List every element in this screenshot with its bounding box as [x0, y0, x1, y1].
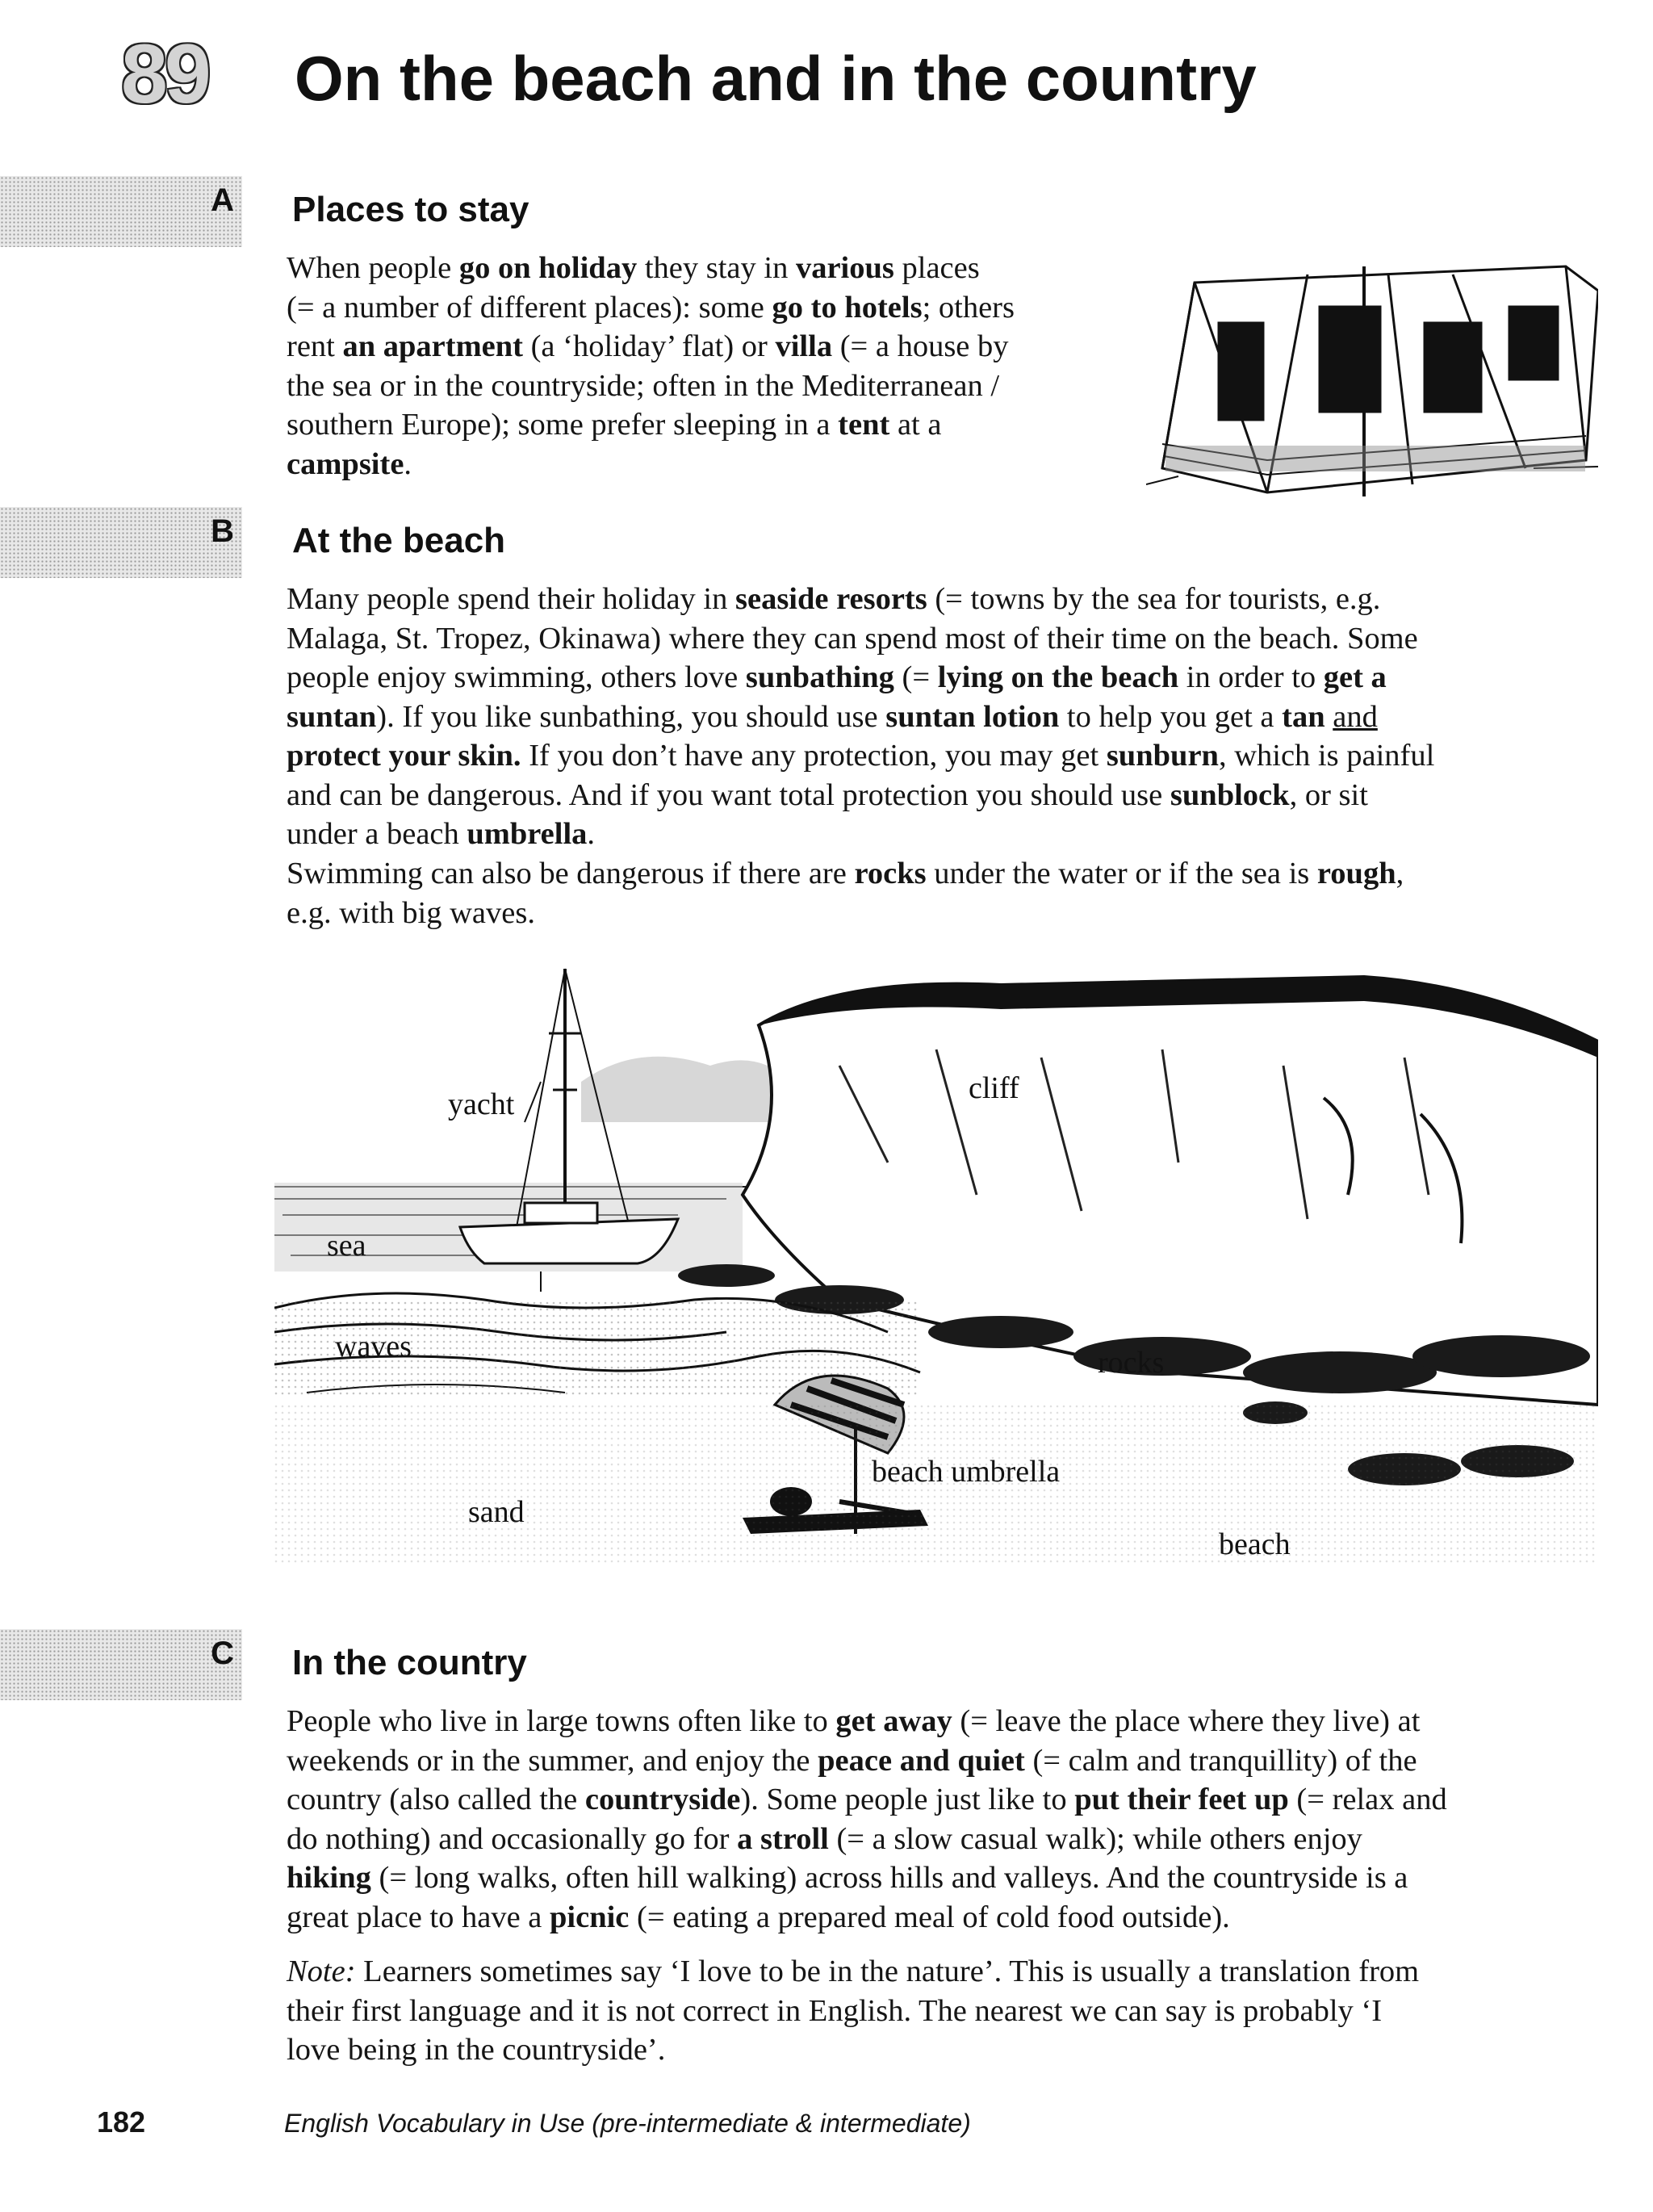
label-sand: sand: [468, 1495, 525, 1529]
section-c-tab: [0, 1629, 242, 1700]
section-a-tab: [0, 176, 242, 247]
section-c-heading: In the country: [292, 1643, 527, 1682]
section-c-letter: C: [211, 1636, 234, 1671]
beach-illustration: [274, 953, 1598, 1566]
section-b-paragraph-1: Many people spend their holiday in seaside resorts (= towns by the sea for tourists, e.g. Malaga, St. Tropez, Okinawa) where they can spend most of their time on the beach. Some people enjoy swimming, others love sunbathing (= lying on the beach in order to get a suntan). If you like sunbathing, you should use suntan lotion to help you get a tan and protect your skin. If you don’t have any protection, you may get sunburn, which is painful and can be dangerous. And if you want total protection you should use sunblock, or sit under a beach umbrella.: [287, 582, 1435, 851]
book-title: English Vocabulary in Use (pre-intermediate & intermediate): [284, 2109, 971, 2138]
page-number: 182: [97, 2105, 146, 2139]
label-sea: sea: [327, 1229, 366, 1263]
label-waves: waves: [335, 1330, 412, 1364]
section-b-letter: B: [211, 513, 234, 549]
unit-number: 89: [121, 27, 208, 121]
section-b-paragraph-2: Swimming can also be dangerous if there are rocks under the water or if the sea is rough, e.g. with big waves.: [287, 857, 1404, 930]
tent-illustration: [1146, 250, 1598, 501]
section-c-paragraph: People who live in large towns often like to get away (= leave the place where they live) at weekends or in the summer, and enjoy the peace and quiet (= calm and tranquillity) of the country (also called the countryside). Some people just like to put their feet up (= relax and do nothing) and occasionally go for a stroll (= a slow casual walk); while others enjoy hiking (= long walks, often hill walking) across hills and valleys. And the countryside is a great place to have a picnic (= eating a prepared meal of cold food outside).: [287, 1704, 1447, 1934]
label-cliff: cliff: [969, 1071, 1019, 1105]
section-a-paragraph: When people go on holiday they stay in various places (= a number of different places): some go to hotels; others rent an apartment (a ‘holiday’ flat) or villa (= a house by the sea or in the countryside; often in the Mediterranean / southern Europe); some prefer sleeping in a tent at a campsite.: [287, 251, 1015, 481]
unit-title: On the beach and in the country: [295, 43, 1257, 114]
section-b-tab: [0, 507, 242, 578]
label-beach: beach: [1219, 1527, 1291, 1561]
section-a-letter: A: [211, 182, 234, 218]
label-beach-umbrella: beach umbrella: [872, 1455, 1061, 1489]
section-b-heading: At the beach: [292, 521, 506, 560]
label-rocks: rocks: [1098, 1346, 1165, 1380]
section-c-note: Note: Learners sometimes say ‘I love to be in the nature’. This is usually a translation from their first language and it is not correct in English. The nearest we can say is probably ‘I love being in the countryside’.: [287, 1954, 1420, 2067]
label-yacht: yacht: [448, 1087, 515, 1121]
section-a-heading: Places to stay: [292, 190, 529, 229]
